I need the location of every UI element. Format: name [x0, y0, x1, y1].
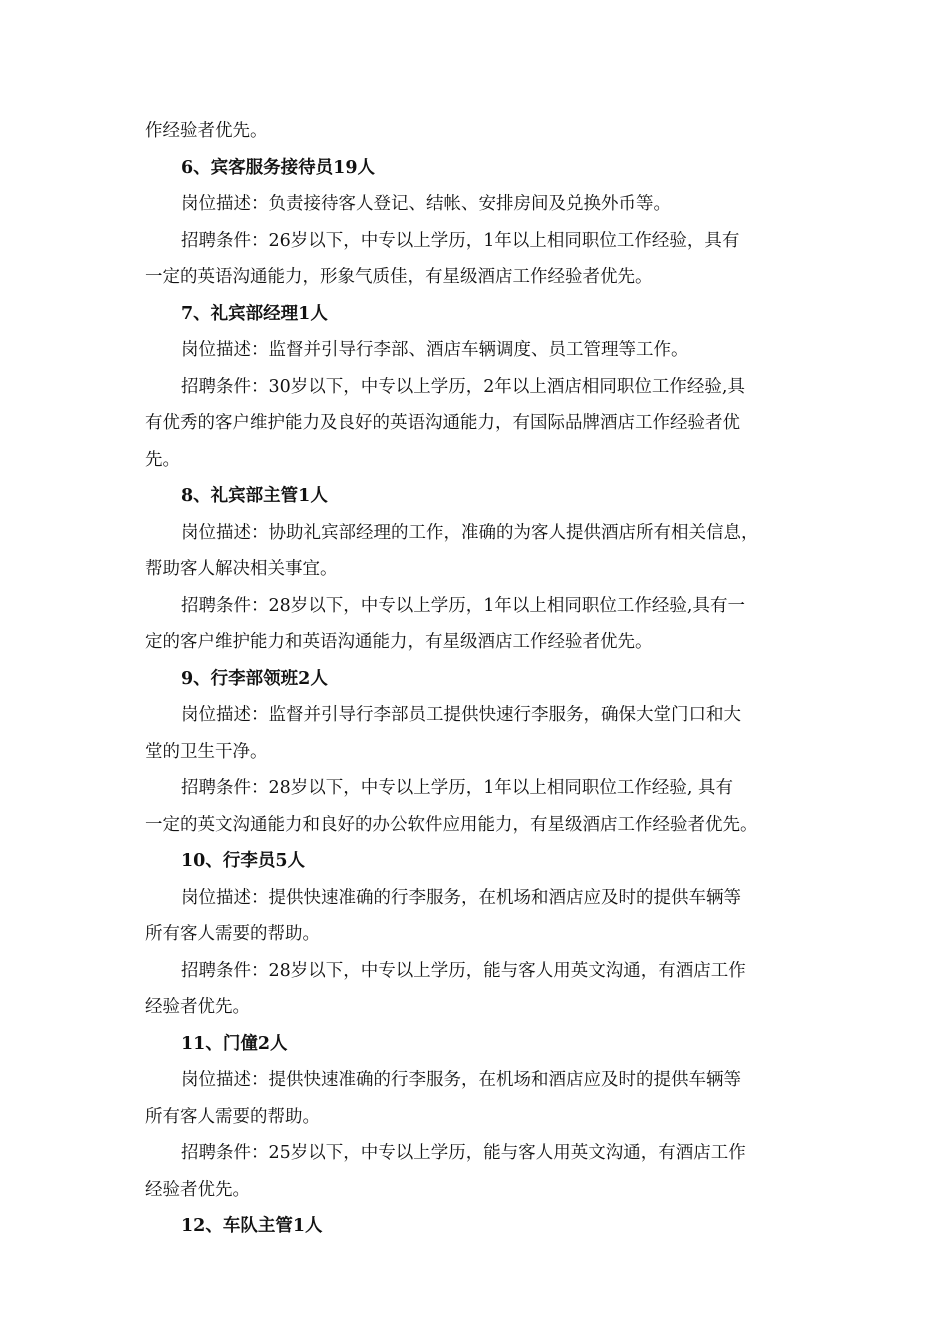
text-line: 堂的卫生干净。: [145, 741, 268, 762]
job-description: 岗位描述：监督并引导行李部、酒店车辆调度、员工管理等工作。: [181, 340, 689, 360]
text-line: 所有客人需要的帮助。: [145, 1106, 320, 1127]
text-line: 先。: [145, 449, 180, 470]
document-body: [145, 113, 825, 1245]
requirements: 招聘条件：28岁以下，中专以上学历，1年以上相同职位工作经验, 具有: [181, 778, 734, 798]
job-description: 岗位描述：协助礼宾部经理的工作，准确的为客人提供酒店所有相关信息，: [181, 522, 759, 543]
requirements: 招聘条件：26岁以下，中专以上学历，1年以上相同职位工作经验，具有: [181, 230, 740, 251]
text-line: 一定的英文沟通能力和良好的办公软件应用能力，有星级酒店工作经验者优先。: [145, 814, 758, 835]
position-heading: 7、礼宾部经理1人: [181, 303, 328, 324]
requirements: 招聘条件：30岁以下，中专以上学历，2年以上酒店相同职位工作经验,具: [181, 376, 745, 397]
position-heading: 6、宾客服务接待员19人: [181, 157, 376, 178]
position-heading: 11、门僮2人: [181, 1033, 288, 1054]
position-heading: 8、礼宾部主管1人: [181, 486, 328, 506]
job-description: 岗位描述：提供快速准确的行李服务，在机场和酒店应及时的提供车辆等: [181, 887, 741, 908]
job-description: 岗位描述：监督并引导行李部员工提供快速行李服务，确保大堂门口和大: [181, 705, 741, 725]
text-line: 所有客人需要的帮助。: [145, 924, 320, 944]
text-line: 经验者优先。: [145, 997, 250, 1017]
text-line: 帮助客人解决相关事宜。: [145, 559, 338, 579]
text-line: 经验者优先。: [145, 1179, 250, 1200]
job-description: 岗位描述：负责接待客人登记、结帐、安排房间及兑换外币等。: [181, 194, 671, 214]
text-line: 一定的英语沟通能力，形象气质佳，有星级酒店工作经验者优先。: [145, 267, 653, 287]
requirements: 招聘条件：25岁以下，中专以上学历，能与客人用英文沟通，有酒店工作: [181, 1143, 746, 1163]
job-description: 岗位描述：提供快速准确的行李服务，在机场和酒店应及时的提供车辆等: [181, 1070, 741, 1090]
position-heading: 10、行李员5人: [181, 851, 306, 871]
requirements: 招聘条件：28岁以下，中专以上学历，能与客人用英文沟通，有酒店工作: [181, 960, 746, 981]
text-line: 有优秀的客户维护能力及良好的英语沟通能力，有国际品牌酒店工作经验者优: [145, 413, 740, 433]
position-heading: 12、车队主管1人: [181, 1216, 323, 1236]
requirements: 招聘条件：28岁以下，中专以上学历，1年以上相同职位工作经验,具有一: [181, 595, 745, 616]
text-line: 定的客户维护能力和英语沟通能力，有星级酒店工作经验者优先。: [145, 632, 653, 652]
position-heading: 9、行李部领班2人: [181, 668, 328, 689]
text-line: 作经验者优先。: [145, 121, 268, 141]
